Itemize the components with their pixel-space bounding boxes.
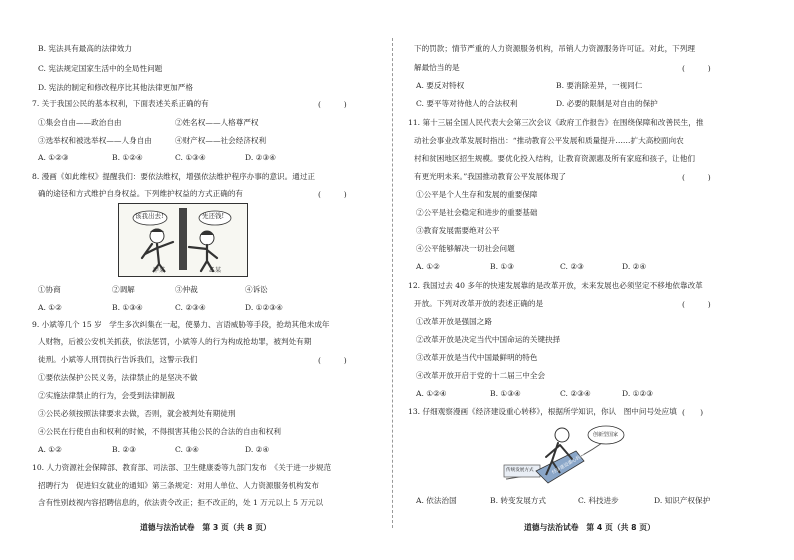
q13-option-d: D. 知识产权保护 <box>654 496 711 505</box>
q8-item-1: ①协商 <box>38 285 61 294</box>
q9-option-d: D. ②④ <box>245 445 270 454</box>
q11-stem-line-1: 11. 第十三届全国人民代表大会第三次会议《政府工作报告》在围绕保障和改善民生，推 <box>408 118 704 127</box>
q11-item-1: ①公平是个人生存和发展的重要保障 <box>416 190 538 199</box>
q13-answer-paren: ( ) <box>682 408 704 417</box>
cartoon-label-2: 乙某 <box>209 267 222 274</box>
q9-item-2: ②实施法律禁止的行为，会受到法律制裁 <box>38 391 175 400</box>
q8-item-4: ④诉讼 <box>245 285 268 294</box>
q7-item-4: ④财产权——社会经济权利 <box>175 136 267 145</box>
page-4-footer: 道德与法治试卷 第 4 页（共 8 页） <box>524 523 655 532</box>
q9-stem-line-1: 9. 小斌等几个 15 岁 学生多次纠集在一起，使暴力、言语威胁等手段，抢劫其他未成年 <box>32 320 330 329</box>
q9-stem-line-3: 徒刑。小斌等人刑罚执行告诉我们，这警示我们 <box>38 355 198 364</box>
q7-option-b: B. ①②④ <box>112 153 143 162</box>
q13-tag-text: 传统发展方式 <box>506 468 534 473</box>
q7-answer-paren: ( ) <box>318 100 347 109</box>
q8-option-b: B. ①③④ <box>112 303 143 312</box>
q7-option-d: D. ②③④ <box>245 153 277 162</box>
q9-option-b: B. ②③ <box>112 445 137 454</box>
page-3 <box>0 0 390 560</box>
q9-answer-paren: ( ) <box>318 356 347 365</box>
q12-item-3: ③改革开放是当代中国最鲜明的特色 <box>416 353 538 362</box>
q12-option-b: B. ①③④ <box>490 389 521 398</box>
q10-option-b: B. 要消除差异，一视同仁 <box>556 81 643 90</box>
q7-item-2: ②姓名权——人格尊严权 <box>175 118 259 127</box>
q10-stem-line-3: 含有性别歧视内容招聘信息的，依法责令改正；拒不改正的，处 1 万元以上 5 万元以 <box>38 498 324 507</box>
q9-item-1: ①要依法保护公民义务，法律禁止的是坚决不做 <box>38 373 198 382</box>
q11-stem-line-3: 村和贫困地区招生规模。要优化投入结构，让教育资源惠及所有家庭和孩子，让他们 <box>414 154 695 163</box>
q13-option-b: B. 转变发展方式 <box>490 496 546 505</box>
q8-stem-line-2: 确的途径和方式维护自身权益。下列维护权益的方式正确的有 <box>38 189 244 198</box>
q10-answer-paren: ( ) <box>682 64 711 73</box>
q7-item-1: ①集会自由——政治自由 <box>38 118 122 127</box>
q13-cartoon <box>502 421 626 491</box>
q11-item-3: ③教育发展需要绝对公平 <box>416 226 500 235</box>
q7-stem: 7. 关于我国公民的基本权利，下面表述关系正确的有 <box>32 99 209 108</box>
q11-item-2: ②公平是社会稳定和进步的重要基础 <box>416 208 538 217</box>
q13-board-text: 经济建设重心转移 <box>551 453 586 476</box>
page-3-footer: 道德与法治试卷 第 3 页（共 8 页） <box>140 523 271 532</box>
q7-option-a: A. ①②③ <box>38 153 69 162</box>
cartoon-label-1: 甲某 <box>153 267 166 274</box>
q6-option-d: D. 宪法的制定和修改程序比其他法律更加严格 <box>38 83 193 92</box>
q11-option-a: A. ①② <box>416 262 440 271</box>
q8-option-a: A. ①② <box>38 303 62 312</box>
q6-option-b: B. 宪法具有最高的法律效力 <box>38 44 132 53</box>
q12-option-c: C. ②③④ <box>560 389 591 398</box>
q9-item-3: ③公民必须按照法律要求去做，否则，就会被判处有期徒刑 <box>38 409 236 418</box>
q8-answer-paren: ( ) <box>318 190 347 199</box>
q11-answer-paren: ( ) <box>682 173 711 182</box>
q11-option-d: D. ②④ <box>622 262 647 271</box>
q8-option-d: D. ①②③④ <box>245 303 283 312</box>
q7-option-c: C. ①③④ <box>175 153 206 162</box>
q10-option-c: C. 要平等对待他人的合法权利 <box>416 99 518 108</box>
q11-option-b: B. ①③ <box>490 262 515 271</box>
q9-item-4: ④公民在行使自由和权利的时候，不得损害其他公民的合法的自由和权利 <box>38 427 281 436</box>
cartoon-bubble-text-1: 该我出去! <box>135 212 164 220</box>
q8-cartoon <box>118 203 248 277</box>
q6-option-c: C. 宪法规定国家生活中的全局性问题 <box>38 64 163 73</box>
q12-option-d: D. ①②③ <box>622 389 654 398</box>
q7-item-3: ③选举权和被选举权——人身自由 <box>38 136 152 145</box>
q8-item-2: ②调解 <box>112 285 135 294</box>
q12-item-4: ④改革开放开启于党的十二届三中全会 <box>416 371 546 380</box>
q8-option-c: C. ②③④ <box>175 303 206 312</box>
q11-item-4: ④公平能够解决一切社会问题 <box>416 244 515 253</box>
q8-item-3: ③仲裁 <box>175 285 198 294</box>
q11-stem-line-2: 动社会事业改革发展时指出：“推动教育公平发展和质量提升……扩大高校面向农 <box>414 136 684 145</box>
q10-option-a: A. 要反对特权 <box>416 81 465 90</box>
q9-option-a: A. ①② <box>38 445 62 454</box>
door-frame <box>179 208 187 270</box>
q10-option-d: D. 必要的限制是对自由的保护 <box>556 99 658 108</box>
q12-item-2: ②改革开放是决定当代中国命运的关键抉择 <box>416 335 561 344</box>
q13-bubble-text: 创新型国家 <box>593 432 619 438</box>
q10-stem-line-2: 招聘行为 促进妇女就业的通知》第三条规定：对用人单位、人力资源服务机构发布 <box>38 481 319 490</box>
q13-option-a: A. 依法治国 <box>416 496 457 505</box>
q13-stem: 13. 仔细观察漫画《经济建设重心转移》，根据所学知识，你认 图中问号处应填 <box>408 407 677 416</box>
cartoon-bubble-text-2: 先还钱! <box>202 212 225 220</box>
page-divider <box>392 38 393 528</box>
q11-stem-line-4: 有更光明未来。”我国推动教育公平发展体现了 <box>414 172 566 181</box>
q11-option-c: C. ②③ <box>560 262 584 271</box>
q12-item-1: ①改革开放是强国之路 <box>416 317 492 326</box>
q13-option-c: C. 科技进步 <box>578 496 619 505</box>
q12-answer-paren: ( ) <box>682 300 711 309</box>
q8-stem-line-1: 8. 漫画《如此维权》提醒我们：要依法维权，增强依法维护程序办事的意识。通过正 <box>32 172 316 181</box>
q10-stem-line-1: 10. 人力资源社会保障部、教育部、司法部、卫生健康委等九部门发布 《关于进一步规范 <box>32 463 332 472</box>
q9-option-c: C. ③④ <box>175 445 199 454</box>
q12-stem-line-1: 12. 我国过去 40 多年的快速发展靠的是改革开放，未来发展也必须坚定不移地依靠改革 <box>408 281 703 290</box>
q10-cont-line-1: 下的罚款；情节严重的人力资源服务机构，吊销人力资源服务许可证。对此，下列理 <box>414 44 695 53</box>
q12-stem-line-2: 开放。下列对改革开放的表述正确的是 <box>414 299 544 308</box>
q10-cont-line-2: 解最恰当的是 <box>414 63 460 72</box>
page-4 <box>394 0 794 560</box>
q9-stem-line-2: 人财物，后被公安机关抓获，依法惩罚，小斌等人的行为构成抢劫罪，被判处有期 <box>38 337 312 346</box>
q12-option-a: A. ①②④ <box>416 389 447 398</box>
